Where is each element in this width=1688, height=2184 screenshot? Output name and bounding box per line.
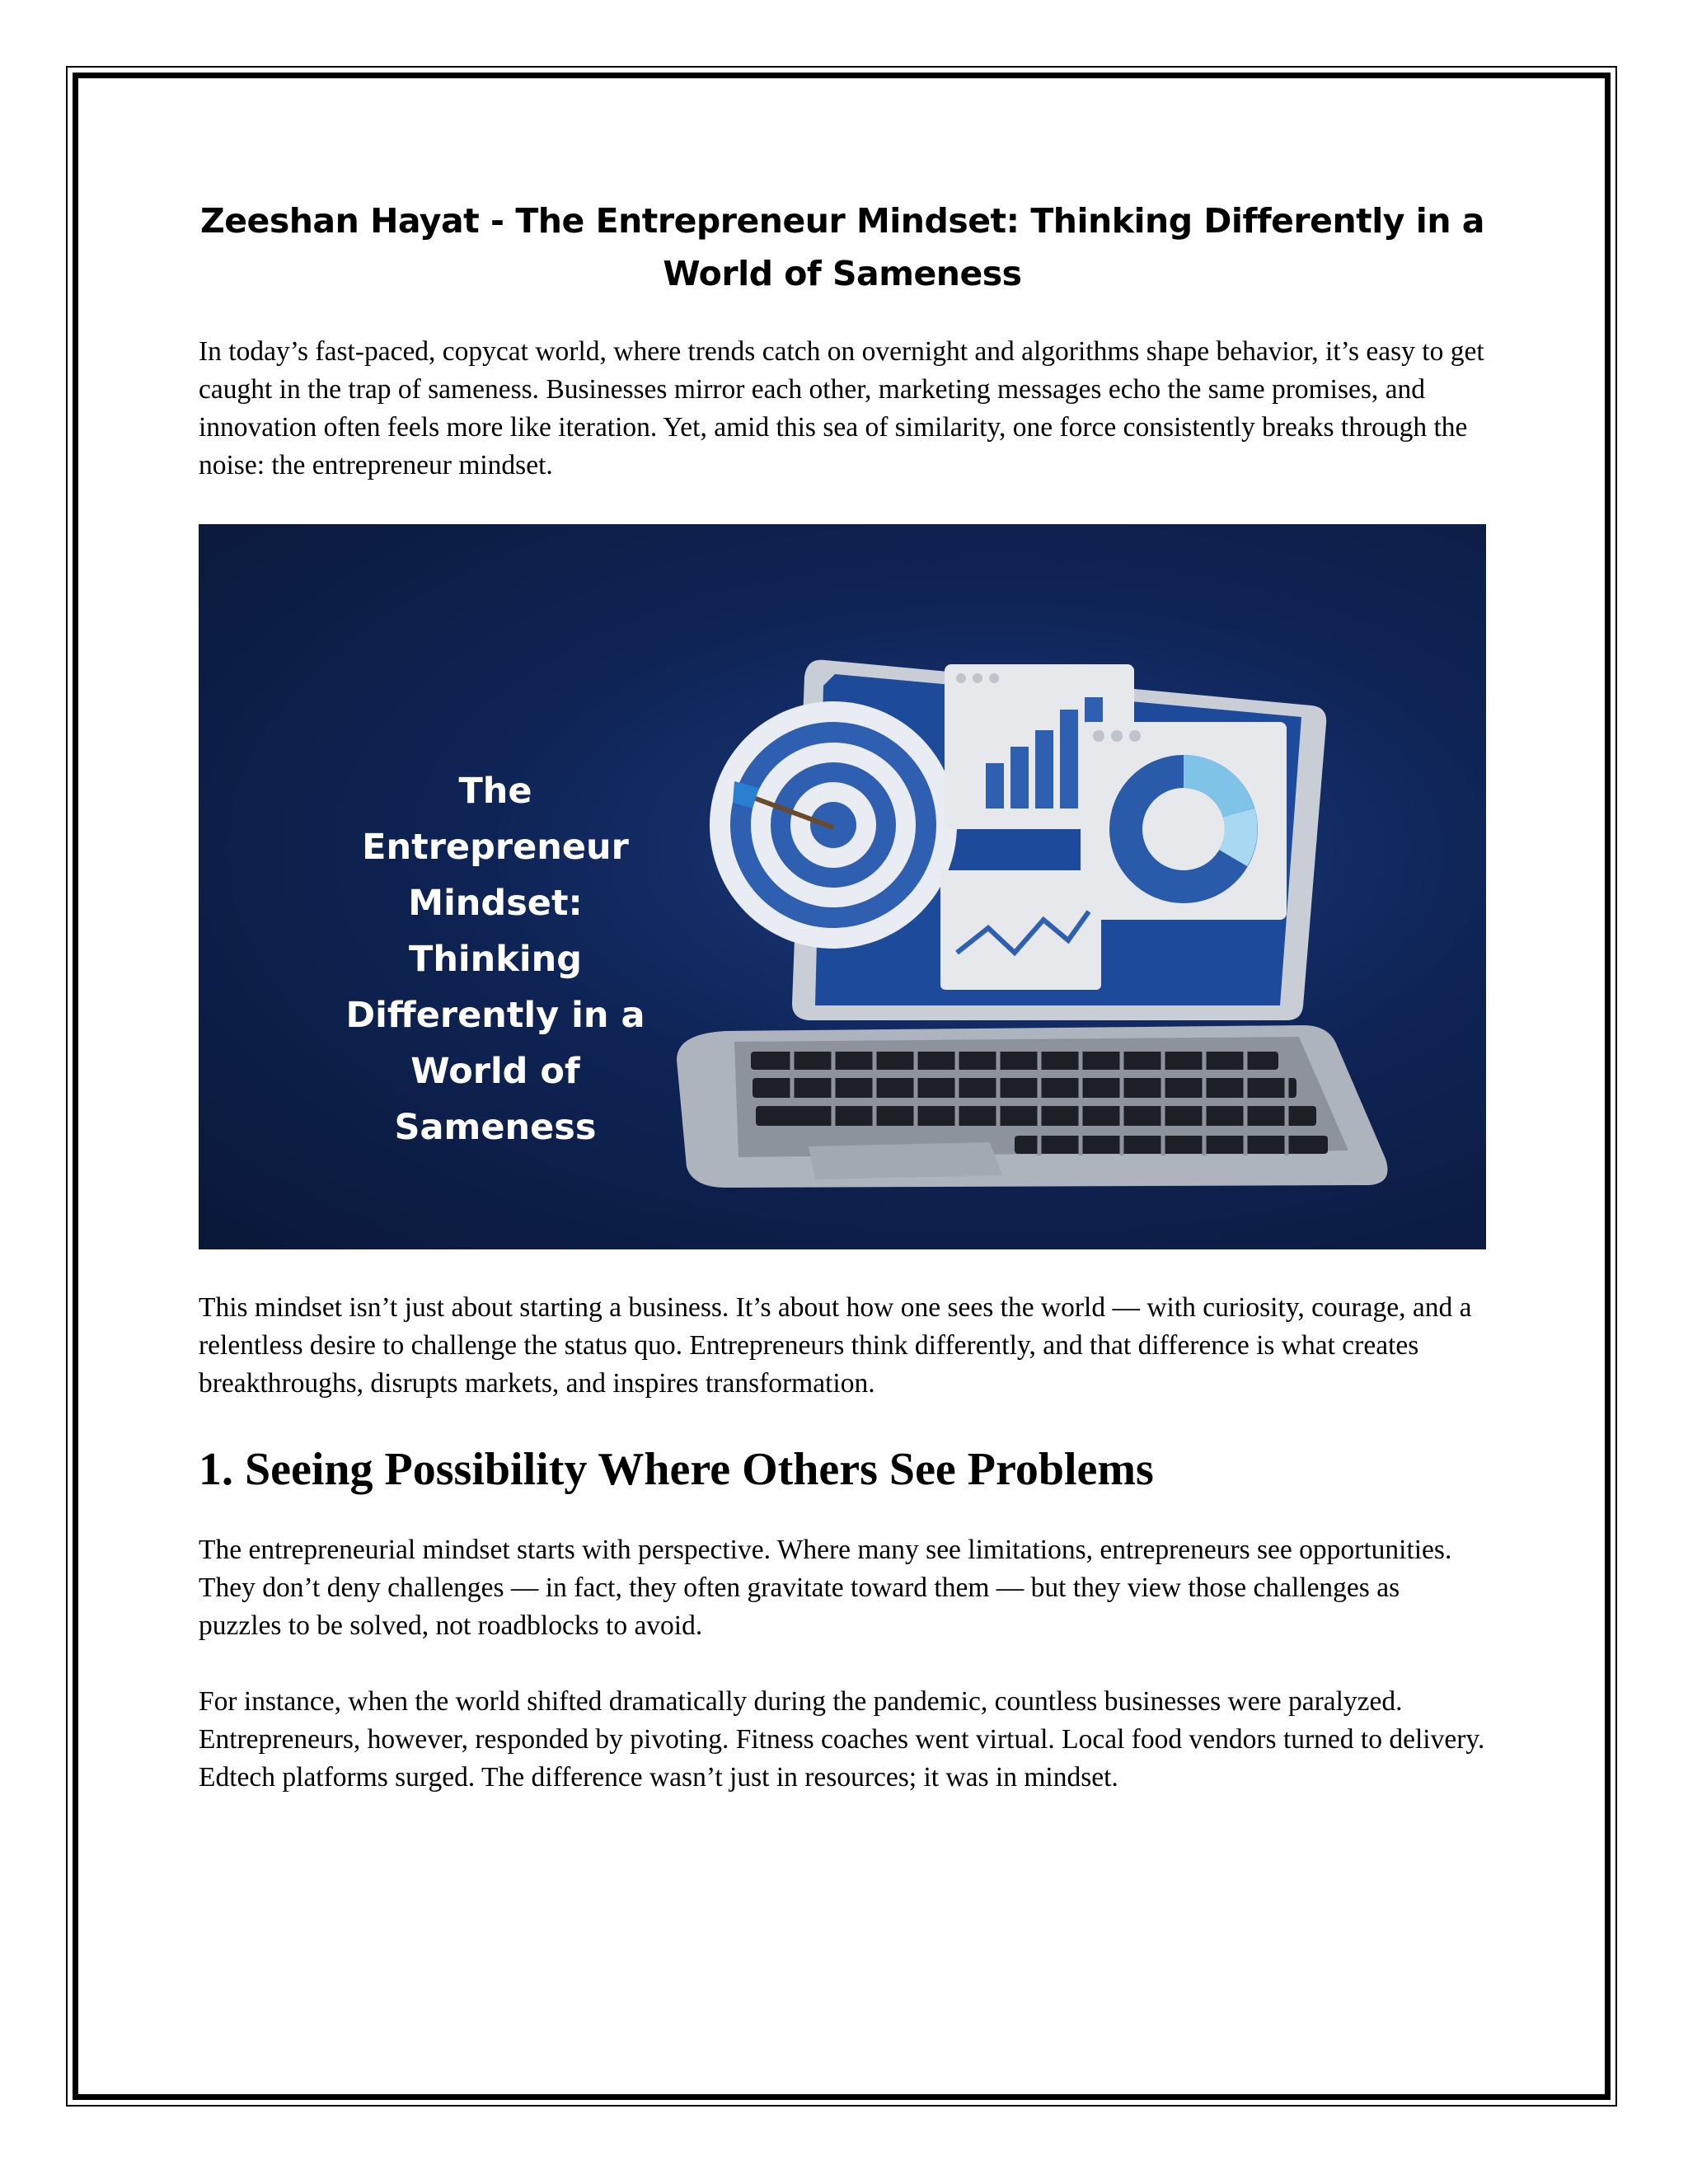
section-1-paragraph-1: The entrepreneurial mindset starts with perspective. Where many see limitations, entrepreneurs see opportunities. They don’t deny challenges — in fact, they often gravitate toward them — but they view those challenges as puzzles to be solved, not roadblocks to avoid. (199, 1535, 1452, 1641)
section-1-paragraph-2: For instance, when the world shifted dramatically during the pandemic, countless businesses were paralyzed. Entrepreneurs, however, responded by pivoting. Fitness coaches went virtual. Local food vendors turned to delivery. Edtech platforms surged. The difference wasn’t just in resources; it was in mindset. (199, 1686, 1485, 1793)
hero-image (199, 524, 1486, 1249)
intro-paragraph: In today’s fast-paced, copycat world, where trends catch on overnight and algorithms shape behavior, it’s easy to get caught in the trap of sameness. Businesses mirror each other, marketing messages echo the same promises, and innovation often feels more like iteration. Yet, amid this sea of similarity, one force consistently breaks through the noise: the entrepreneur mindset. (199, 336, 1484, 480)
mindset-paragraph: This mindset isn’t just about starting a business. It’s about how one sees the world — with curiosity, courage, and a relentless desire to challenge the status quo. Entrepreneurs think differently, and that difference is what creates breakthroughs, disrupts markets, and inspires transformation. (199, 1292, 1472, 1399)
section-1-heading: 1. Seeing Possibility Where Others See Problems (199, 1444, 1154, 1495)
paragraph-spacer (199, 1645, 1486, 1683)
document-title: Zeeshan Hayat - The Entrepreneur Mindset: Thinking Differently in a World of Sameness (200, 201, 1484, 293)
document-body (199, 194, 1486, 1797)
hero-text: The Entrepreneur Mindset: Thinking Differently in a World of Sameness (345, 771, 645, 1148)
